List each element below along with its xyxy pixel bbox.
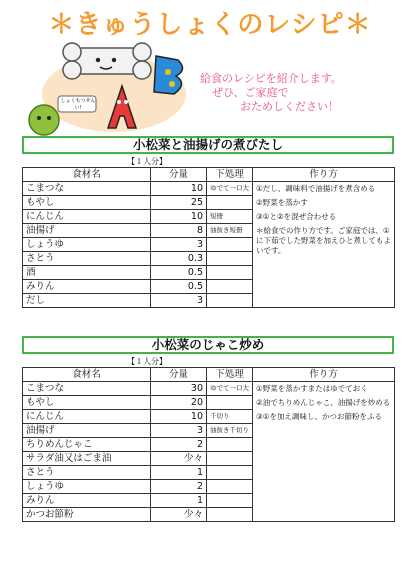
ingredient-name: にんじん [23,210,151,224]
ingredient-name: 酒 [23,266,151,280]
ingredient-name: さとう [23,466,151,480]
ingredient-amount: 30 [151,382,207,396]
ingredient-name: しょうゆ [23,480,151,494]
ingredient-name: 油揚げ [23,424,151,438]
ingredient-amount: 2 [151,480,207,494]
method-step: ③①と②を混ぜ合わせる [256,212,337,221]
col-header-prep: 下処理 [207,368,253,382]
ingredient-prep: ゆでて一口大 [207,182,253,196]
recipe-title-2: 小松菜のじゃこ炒め [22,336,394,354]
ingredient-prep: 油抜き千切り [207,424,253,438]
ingredient-prep: 千切り [207,410,253,424]
ingredient-amount: 10 [151,410,207,424]
ingredient-amount: 20 [151,396,207,410]
ingredient-name: こまつな [23,182,151,196]
method-step: ②油でちりめんじゃこ、油揚げを炒める [256,398,391,407]
ingredient-amount: 少々 [151,452,207,466]
table-row [23,382,395,396]
ingredient-prep [207,480,253,494]
table-row [23,182,395,196]
bone-character [63,43,151,79]
ingredient-amount: 3 [151,294,207,308]
col-header-prep: 下処理 [207,168,253,182]
method-step: ③①を加え調味し、かつお節粉をふる [256,412,382,421]
ingredient-prep [207,508,253,522]
ingredient-name: にんじん [23,410,151,424]
ingredient-name: みりん [23,280,151,294]
ingredient-prep [207,280,253,294]
ingredient-amount: 10 [151,182,207,196]
recipe-table-2 [22,367,395,522]
ingredient-name: サラダ油又はごま油 [23,452,151,466]
col-header-ingredient: 食材名 [23,168,151,182]
ingredient-prep: 短冊 [207,210,253,224]
letter-b-character [154,56,183,94]
col-header-method: 作り方 [253,168,395,182]
ingredient-prep [207,252,253,266]
serving-label-1: 【１人分】 [127,157,167,166]
ingredient-amount: 3 [151,424,207,438]
ingredient-amount: 0.3 [151,252,207,266]
recipe-table-1 [22,167,395,308]
ingredient-amount: 2 [151,438,207,452]
mascot-illustration [22,38,192,138]
ingredient-prep [207,396,253,410]
ingredient-prep [207,266,253,280]
ingredient-prep: ゆでて一口大 [207,382,253,396]
method-cell [253,182,395,308]
ingredient-amount: 10 [151,210,207,224]
ingredient-prep: 油抜き短冊 [207,224,253,238]
serving-label-2: 【１人分】 [127,357,167,366]
recipe-title-1: 小松菜と油揚げの煮びたし [22,136,394,154]
ingredient-amount: 8 [151,224,207,238]
speech-bubble-text: しょくもつせんい! [60,98,96,111]
page-title: ＊きゅうしょくのレシピ＊ [48,10,372,40]
ingredient-name: もやし [23,196,151,210]
ingredient-prep [207,438,253,452]
ingredient-amount: 0.5 [151,266,207,280]
ingredient-name: 油揚げ [23,224,151,238]
col-header-amount: 分量 [151,168,207,182]
ingredient-amount: 1 [151,466,207,480]
ingredient-prep [207,294,253,308]
method-step: ②野菜を蒸かす [256,198,308,207]
method-cell [253,382,395,522]
ingredient-amount: 1 [151,494,207,508]
intro-line-3: おためしください！ [240,100,339,113]
ingredient-prep [207,452,253,466]
method-step: ①野菜を蒸かすまたはゆでておく [256,384,368,393]
intro-line-2: ぜひ、ご家庭で [212,86,289,99]
ingredient-prep [207,494,253,508]
ingredient-name: もやし [23,396,151,410]
ingredient-amount: 0.5 [151,280,207,294]
ingredient-prep [207,238,253,252]
intro-line-1: 給食のレシピを紹介します。 [200,72,342,85]
ingredient-name: こまつな [23,382,151,396]
ingredient-name: ちりめんじゃこ [23,438,151,452]
ingredient-prep [207,466,253,480]
col-header-amount: 分量 [151,368,207,382]
col-header-method: 作り方 [253,368,395,382]
ingredient-name: かつお節粉 [23,508,151,522]
ingredient-amount: 少々 [151,508,207,522]
ingredient-amount: 25 [151,196,207,210]
ingredient-prep [207,196,253,210]
col-header-ingredient: 食材名 [23,368,151,382]
ingredient-name: さとう [23,252,151,266]
ingredient-name: みりん [23,494,151,508]
ingredient-name: しょうゆ [23,238,151,252]
ingredient-amount: 3 [151,238,207,252]
intro-text [200,72,410,114]
method-step: ①だし、調味料で油揚げを煮含める [256,184,376,193]
veggie-character [29,105,59,135]
method-note: ＊給食での作り方です。ご家庭では、①に下茹でした野菜を加えひと煮してもよいです。 [256,226,391,255]
ingredient-name: だし [23,294,151,308]
